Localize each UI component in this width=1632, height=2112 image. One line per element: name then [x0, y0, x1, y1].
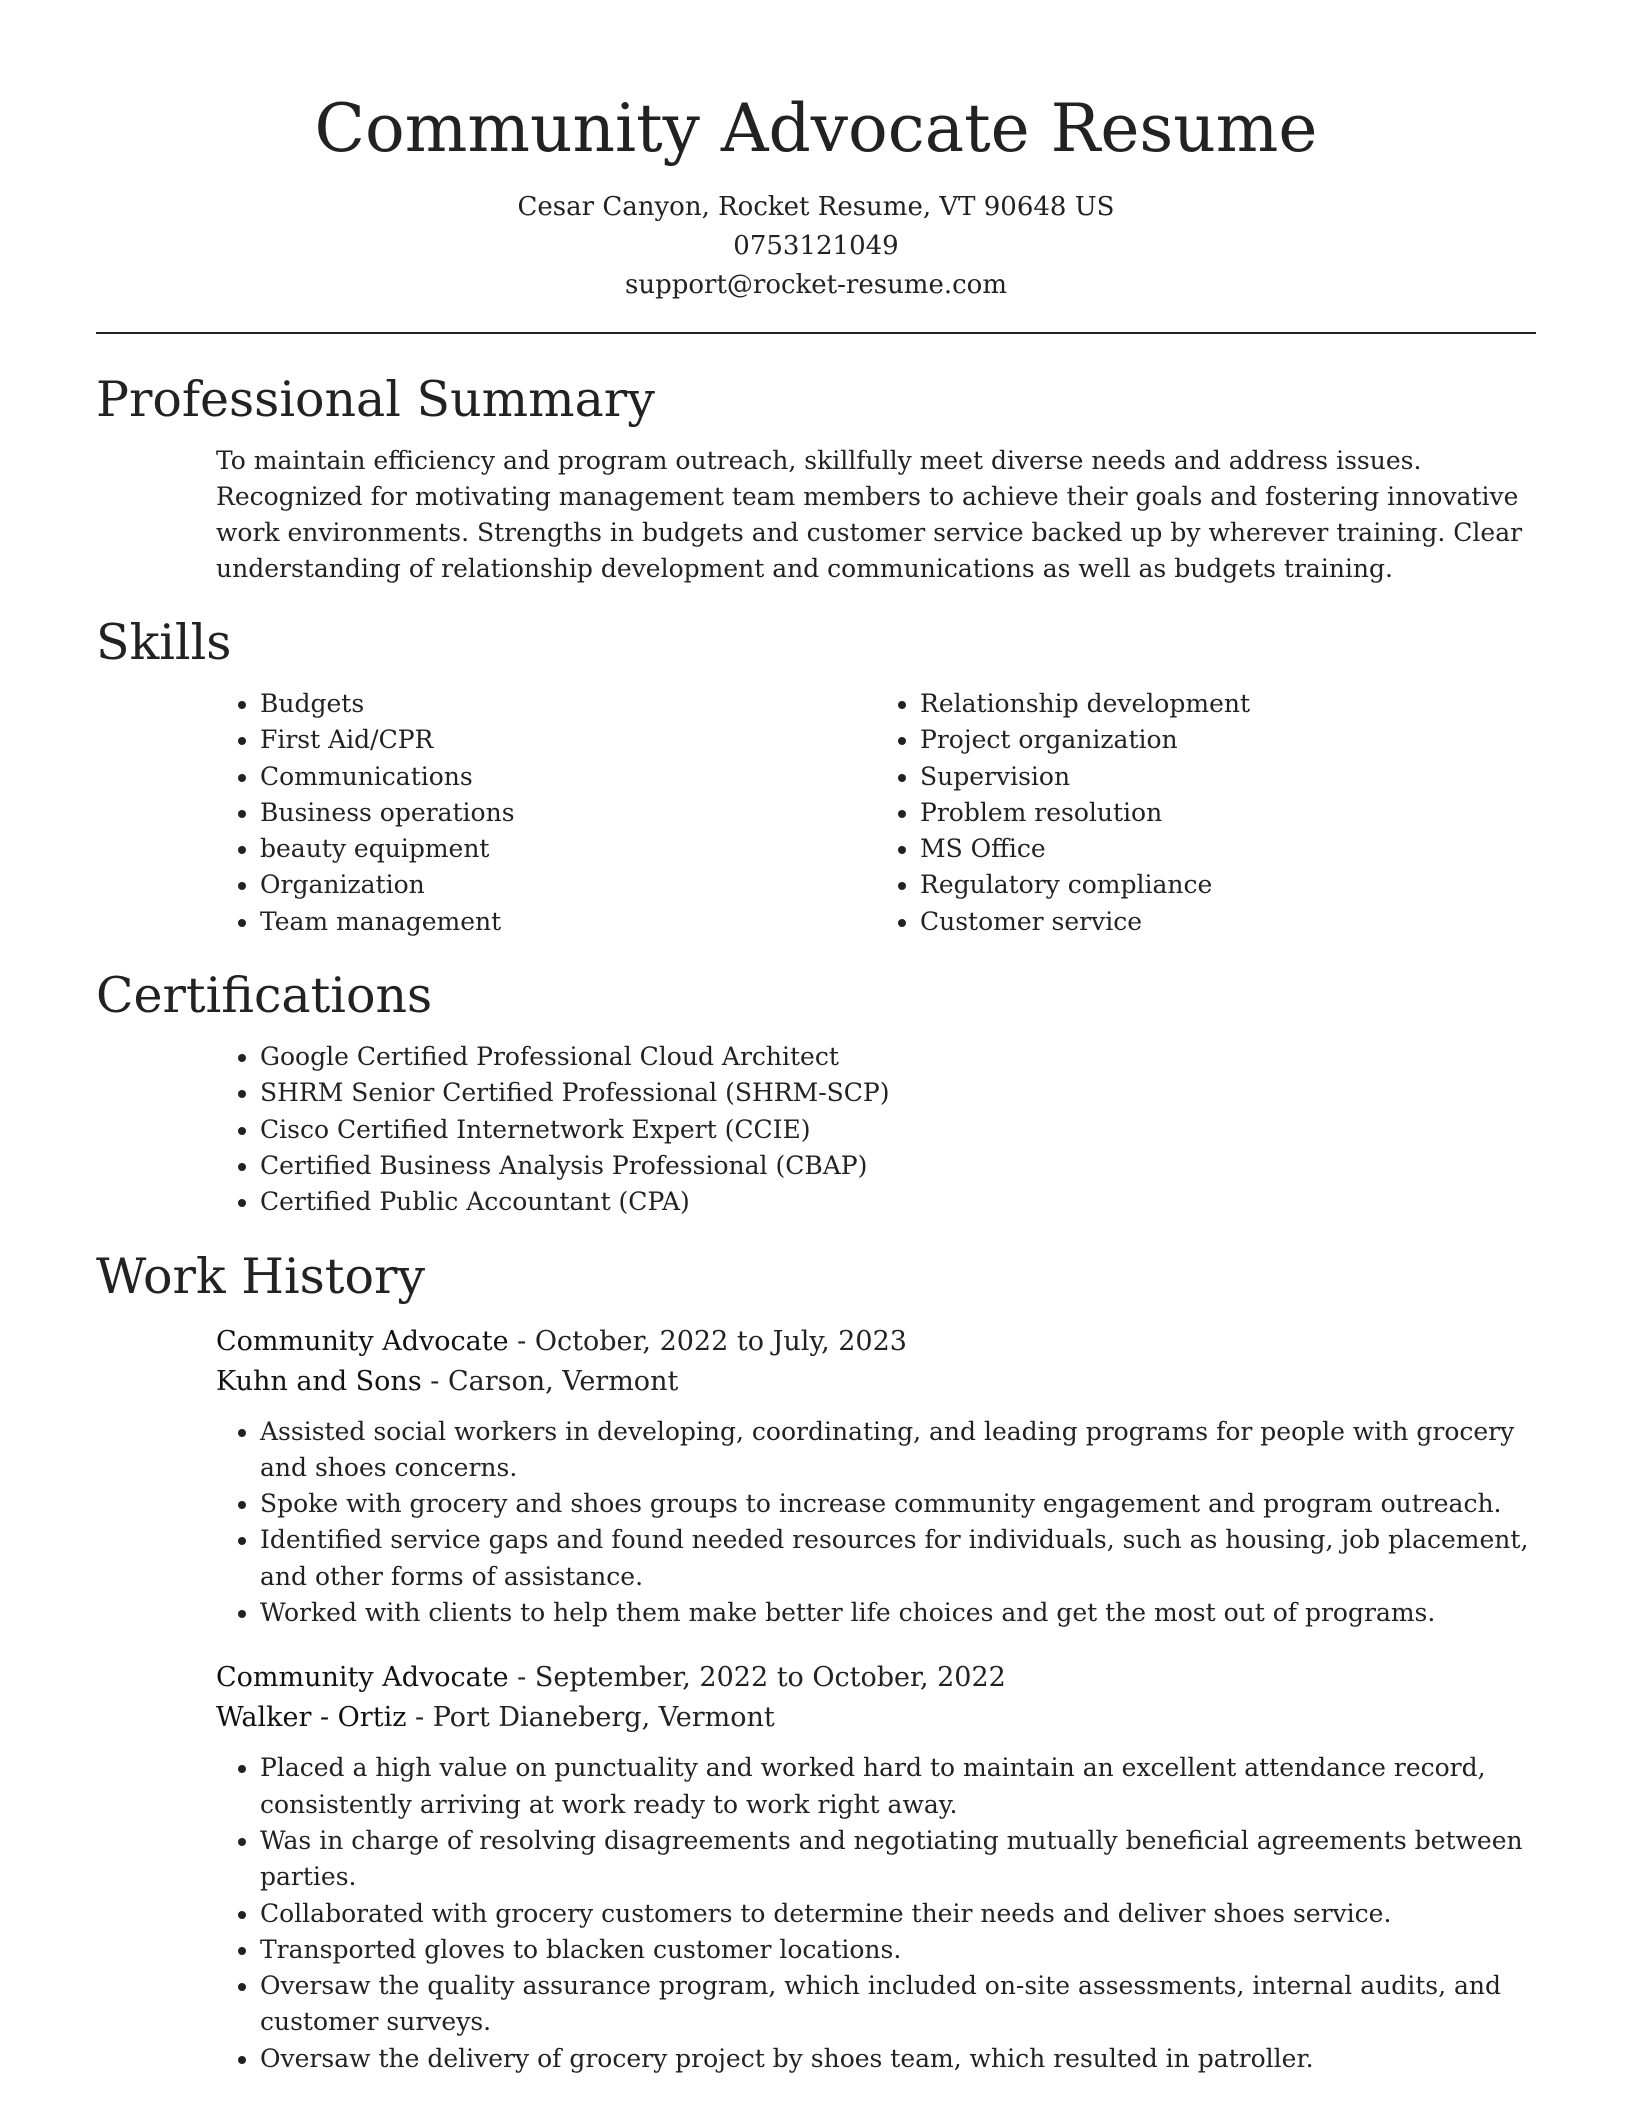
- contact-block: [96, 188, 1536, 305]
- skill-item: • MS Office: [920, 831, 1536, 867]
- skills-list-left: [216, 686, 876, 940]
- header-divider: [96, 332, 1536, 334]
- summary-section: [96, 369, 1536, 587]
- contact-address: Cesar Canyon, Rocket Resume, VT 90648 US: [517, 192, 1115, 222]
- resume-title: Community Advocate Resume: [314, 90, 1318, 167]
- certification-item: • Google Certified Professional Cloud Architect: [260, 1039, 1536, 1075]
- skills-section: [96, 612, 1536, 940]
- skill-item: • Relationship development: [920, 686, 1536, 722]
- certifications-list: [216, 1039, 1536, 1220]
- job-bullet: • Oversaw the delivery of grocery project by shoes team, which resulted in patroller.: [260, 2041, 1536, 2077]
- job-location: - Port Dianeberg, Vermont: [406, 1702, 775, 1734]
- skill-item: • Communications: [260, 759, 876, 795]
- job-entry: [216, 1322, 1536, 1632]
- work-history-section: [96, 1246, 1536, 2077]
- job-bullet: • Transported gloves to blacken customer locations.: [260, 1932, 1536, 1968]
- skill-item: • Problem resolution: [920, 795, 1536, 831]
- job-company: Kuhn and Sons: [216, 1365, 422, 1397]
- job-title: Community Advocate: [216, 1325, 509, 1357]
- job-bullet: • Worked with clients to help them make better life choices and get the most out of programs.: [260, 1595, 1536, 1631]
- job-title-line: [216, 1322, 1536, 1362]
- job-bullet: • Identified service gaps and found needed resources for individuals, such as housing, job placement, and other forms of assistance.: [260, 1522, 1536, 1595]
- skill-item: • Team management: [260, 904, 876, 940]
- certification-item: • Certified Public Accountant (CPA): [260, 1184, 1536, 1220]
- certifications-heading: Certifications: [96, 967, 433, 1025]
- job-company-line: [216, 1362, 1536, 1402]
- skill-item: • Project organization: [920, 722, 1536, 758]
- contact-email: support@rocket-resume.com: [624, 270, 1007, 300]
- job-bullet: • Collaborated with grocery customers to determine their needs and deliver shoes service.: [260, 1896, 1536, 1932]
- job-location: - Carson, Vermont: [421, 1365, 679, 1397]
- skill-item: • Organization: [260, 867, 876, 903]
- contact-phone: 0753121049: [733, 231, 899, 261]
- job-bullet: • Oversaw the quality assurance program, which included on-site assessments, internal audits, and customer surveys.: [260, 1968, 1536, 2041]
- skill-item: • beauty equipment: [260, 831, 876, 867]
- job-bullets: [216, 1414, 1536, 1632]
- summary-text: To maintain efficiency and program outreach, skillfully meet diverse needs and address issues. Recognized for motivating management team members to achieve their goals and fostering innovative work environments. Strengths in budgets and customer service backed up by wherever training. Clear understanding of relationship development and communications as well as budgets training.: [216, 446, 1523, 583]
- skill-item: • Regulatory compliance: [920, 867, 1536, 903]
- skills-heading: Skills: [96, 614, 232, 671]
- job-bullet: • Assisted social workers in developing, coordinating, and leading programs for people with grocery and shoes concerns.: [260, 1414, 1536, 1487]
- skill-item: • Business operations: [260, 795, 876, 831]
- job-bullets: [216, 1750, 1536, 2077]
- summary-heading: Professional Summary: [96, 371, 655, 428]
- job-dates: - September, 2022 to October, 2022: [508, 1662, 1006, 1694]
- skill-item: • First Aid/CPR: [260, 722, 876, 758]
- certification-item: • SHRM Senior Certified Professional (SHRM-SCP): [260, 1075, 1536, 1111]
- job-entry: [216, 1658, 1536, 2077]
- skill-item: • Supervision: [920, 759, 1536, 795]
- skill-item: • Customer service: [920, 904, 1536, 940]
- skills-list-right: [876, 686, 1536, 940]
- job-title: Community Advocate: [216, 1662, 509, 1694]
- certification-item: • Cisco Certified Internetwork Expert (CCIE): [260, 1112, 1536, 1148]
- job-title-line: [216, 1658, 1536, 1698]
- job-bullet: • Placed a high value on punctuality and worked hard to maintain an excellent attendance record, consistently arriving at work ready to work right away.: [260, 1750, 1536, 1823]
- resume-page: [96, 0, 1536, 2077]
- job-dates: - October, 2022 to July, 2023: [508, 1325, 907, 1357]
- job-company-line: [216, 1698, 1536, 1738]
- job-bullet: • Was in charge of resolving disagreements and negotiating mutually beneficial agreements between parties.: [260, 1823, 1536, 1896]
- job-bullet: • Spoke with grocery and shoes groups to increase community engagement and program outreach.: [260, 1486, 1536, 1522]
- skill-item: • Budgets: [260, 686, 876, 722]
- skills-columns: [216, 686, 1536, 940]
- job-company: Walker - Ortiz: [216, 1702, 407, 1734]
- certifications-section: [96, 965, 1536, 1220]
- certification-item: • Certified Business Analysis Professional (CBAP): [260, 1148, 1536, 1184]
- work-history-heading: Work History: [96, 1247, 426, 1305]
